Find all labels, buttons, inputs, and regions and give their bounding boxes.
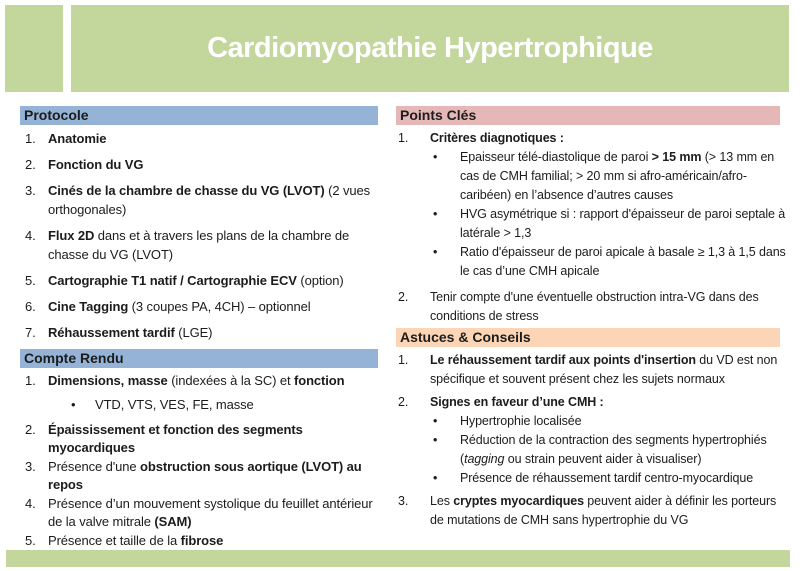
- list-item: [396, 393, 786, 488]
- item-number: 2.: [398, 395, 409, 409]
- item-text: [430, 129, 786, 148]
- section-compte-rendu: [20, 349, 378, 551]
- item-text: [48, 155, 378, 174]
- item-number: 7.: [25, 325, 36, 340]
- section-header-compte-rendu: Compte Rendu: [20, 349, 378, 368]
- list-item: [396, 129, 786, 281]
- section-protocole: [20, 106, 378, 349]
- item-text: [430, 393, 786, 412]
- item-text: [48, 181, 378, 219]
- item-body: [48, 181, 378, 219]
- sub-bullet-text: [460, 469, 753, 488]
- sub-bullet-text: [460, 412, 581, 431]
- bullet-icon: •: [433, 207, 438, 221]
- text-run: Présence d'une: [48, 459, 141, 474]
- text-run: VTD, VTS, VES, FE, masse: [95, 397, 254, 412]
- text-run: Ratio d'épaisseur de paroi apicale à basale ≥ 1,3 à 1,5 dans le cas d’une CMH apicale: [460, 245, 786, 278]
- item-number: 3.: [25, 183, 36, 198]
- text-run: (3 coupes PA, 4CH) – optionnel: [128, 299, 311, 314]
- list-item: [20, 323, 378, 342]
- item-text: [48, 129, 378, 148]
- item-body: [48, 495, 378, 531]
- text-run: Signes en faveur d’une CMH :: [430, 395, 604, 409]
- text-run: Anatomie: [48, 131, 107, 146]
- item-text: [430, 351, 786, 389]
- text-run: (2 vues orthogonales): [48, 183, 371, 217]
- text-run: Cine Tagging: [48, 299, 129, 314]
- protocole-list: [20, 129, 378, 342]
- list-item: [20, 458, 378, 494]
- sub-bullet-item: [430, 205, 786, 243]
- sub-bullet-list: [430, 412, 786, 488]
- bullet-icon: •: [433, 414, 438, 428]
- text-run: Présence d’un mouvement systolique du feuillet antérieur de la valve mitrale: [48, 496, 373, 529]
- item-number: 1.: [25, 131, 36, 146]
- text-run: > 15 mm: [651, 150, 702, 164]
- item-number: 2.: [398, 290, 409, 304]
- text-run: HVG asymétrique si : rapport d'épaisseur de paroi septale à latérale > 1,3: [460, 207, 786, 240]
- astuces-conseils-list: [396, 351, 786, 530]
- text-run: tagging: [464, 452, 505, 466]
- text-run: Flux 2D: [48, 228, 95, 243]
- text-run: Cinés de la chambre de chasse du VG (LVOT): [48, 183, 325, 198]
- sub-bullet-item: [48, 396, 378, 414]
- item-text: [48, 271, 378, 290]
- points-cles-list: [396, 129, 786, 326]
- list-item: [20, 155, 378, 174]
- text-run: ou strain peuvent aider à visualiser): [504, 452, 702, 466]
- item-number: 1.: [398, 353, 409, 367]
- sub-bullet-item: [430, 469, 786, 488]
- item-body: [430, 393, 786, 488]
- text-run: peuvent aider à définir les porteurs de mutations de CMH sans hypertrophie du VG: [430, 494, 777, 527]
- text-run: Fonction du VG: [48, 157, 144, 172]
- text-run: obstruction sous aortique (LVOT) au repos: [48, 459, 362, 492]
- title-accent-square: [5, 5, 63, 92]
- item-number: 3.: [25, 459, 36, 474]
- text-run: Hypertrophie localisée: [460, 414, 582, 428]
- item-body: [48, 155, 378, 174]
- item-text: [430, 492, 786, 530]
- item-text: [430, 288, 786, 326]
- text-run: Les: [430, 494, 454, 508]
- text-run: Tenir compte d'une éventuelle obstruction intra-VG dans des conditions de stress: [430, 290, 759, 323]
- item-body: [48, 129, 378, 148]
- item-text: [48, 458, 378, 494]
- item-number: 4.: [25, 228, 36, 243]
- text-run: cryptes myocardiques: [453, 494, 584, 508]
- text-run: fonction: [294, 373, 345, 388]
- item-body: [48, 421, 378, 457]
- text-run: Cartographie T1 natif / Cartographie ECV: [48, 273, 297, 288]
- item-text: [48, 226, 378, 264]
- text-run: fibrose: [180, 533, 224, 548]
- text-run: Réduction de la contraction des segments hypertrophiés (: [460, 433, 767, 466]
- item-text: [48, 495, 378, 531]
- item-number: 6.: [25, 299, 36, 314]
- bullet-icon: •: [433, 150, 438, 164]
- section-header-astuces-conseils: Astuces & Conseils: [396, 328, 780, 347]
- footer-bar: [6, 550, 790, 567]
- sub-bullet-text: [95, 396, 254, 414]
- list-item: [20, 495, 378, 531]
- text-run: Dimensions, masse: [48, 373, 168, 388]
- item-body: [430, 129, 786, 281]
- text-run: Le réhaussement tardif aux points d'insertion: [430, 353, 696, 367]
- item-body: [48, 323, 378, 342]
- item-number: 4.: [25, 496, 36, 511]
- bullet-icon: •: [433, 245, 438, 259]
- section-points-cles: [396, 106, 786, 326]
- list-item: [396, 492, 786, 530]
- item-text: [48, 421, 378, 457]
- page-title: Cardiomyopathie Hypertrophique: [207, 32, 653, 64]
- item-body: [430, 288, 786, 326]
- list-item: [20, 421, 378, 457]
- bullet-icon: •: [433, 471, 438, 485]
- item-body: [430, 492, 786, 530]
- list-item: [20, 532, 378, 550]
- text-run: Épaississement et fonction des segments myocardiques: [48, 422, 303, 455]
- item-number: 1.: [25, 373, 36, 388]
- section-astuces-conseils: [396, 328, 786, 534]
- text-run: Critères diagnotiques :: [430, 131, 564, 145]
- sub-bullet-text: [460, 243, 786, 281]
- item-body: [48, 226, 378, 264]
- compte-rendu-list: [20, 372, 378, 550]
- item-body: [48, 271, 378, 290]
- sub-bullet-item: [430, 243, 786, 281]
- list-item: [20, 271, 378, 290]
- text-run: dans et à travers les plans de la chambre de chasse du VG (LVOT): [48, 228, 350, 262]
- sub-bullet-item: [430, 412, 786, 431]
- list-item: [20, 129, 378, 148]
- text-run: (> 13 mm en cas de CMH familial; > 20 mm si afro-américain/afro-caribéen) en l’absence d’autres causes: [460, 150, 775, 202]
- sub-bullet-text: [460, 205, 786, 243]
- list-item: [396, 288, 786, 326]
- item-body: [48, 372, 378, 420]
- text-run: du VD est non spécifique et souvent présent chez les sujets normaux: [430, 353, 778, 386]
- section-header-points-cles: Points Clés: [396, 106, 780, 125]
- item-body: [48, 458, 378, 494]
- item-number: 5.: [25, 533, 36, 548]
- bullet-icon: •: [433, 433, 438, 447]
- item-number: 1.: [398, 131, 409, 145]
- list-item: [20, 226, 378, 264]
- item-body: [48, 532, 378, 550]
- text-run: (indexées à la SC) et: [167, 373, 295, 388]
- section-header-protocole: Protocole: [20, 106, 378, 125]
- sub-bullet-list: [48, 396, 378, 414]
- item-text: [48, 323, 378, 342]
- item-number: 2.: [25, 422, 36, 437]
- text-run: (LGE): [174, 325, 213, 340]
- text-run: Présence de réhaussement tardif centro-myocardique: [460, 471, 754, 485]
- item-text: [48, 297, 378, 316]
- item-number: 2.: [25, 157, 36, 172]
- item-number: 3.: [398, 494, 409, 508]
- text-run: (option): [296, 273, 344, 288]
- text-run: Présence et taille de la: [48, 533, 181, 548]
- list-item: [20, 297, 378, 316]
- sub-bullet-text: [460, 431, 786, 469]
- title-banner: [71, 5, 789, 92]
- sub-bullet-list: [430, 148, 786, 281]
- list-item: [20, 181, 378, 219]
- item-text: [48, 372, 378, 390]
- item-number: 5.: [25, 273, 36, 288]
- item-text: [48, 532, 378, 550]
- text-run: Epaisseur télé-diastolique de paroi: [460, 150, 652, 164]
- item-body: [430, 351, 786, 389]
- list-item: [396, 351, 786, 389]
- sub-bullet-text: [460, 148, 786, 205]
- text-run: (SAM): [154, 514, 192, 529]
- text-run: Réhaussement tardif: [48, 325, 175, 340]
- bullet-icon: •: [71, 397, 76, 412]
- sub-bullet-item: [430, 431, 786, 469]
- sub-bullet-item: [430, 148, 786, 205]
- list-item: [20, 372, 378, 420]
- item-body: [48, 297, 378, 316]
